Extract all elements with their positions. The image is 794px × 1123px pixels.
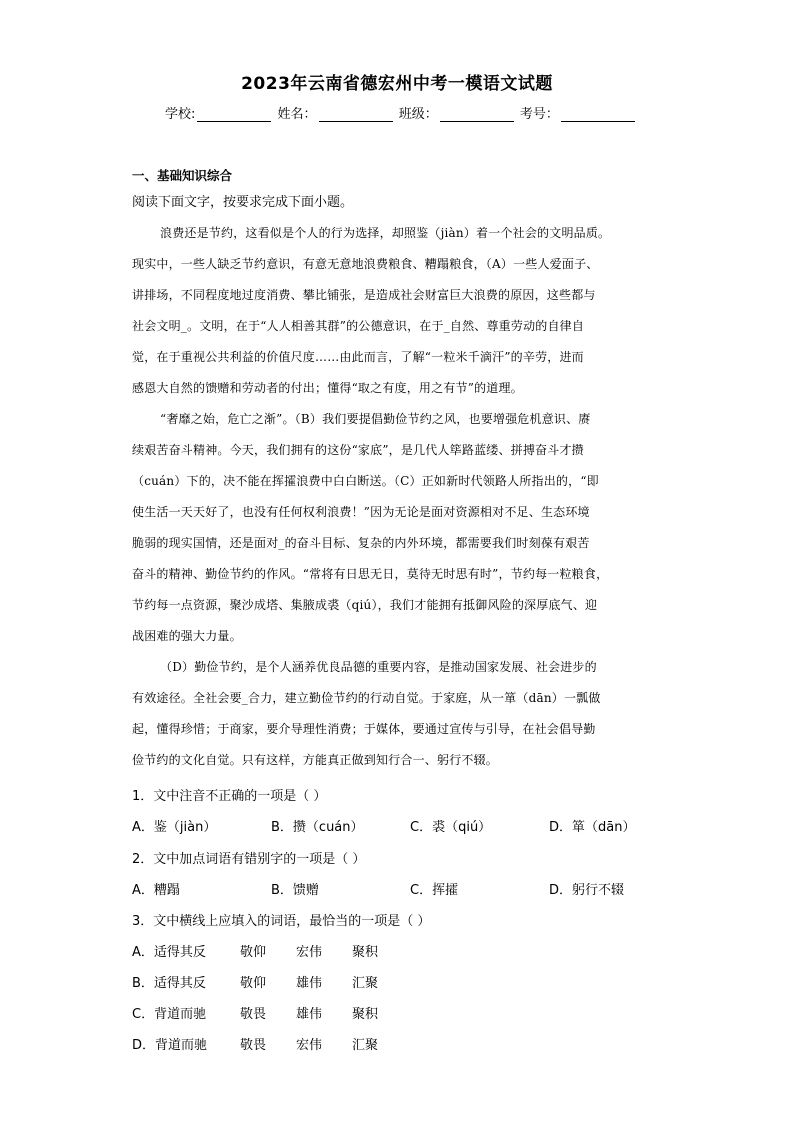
passage-line: 俭节约的文化自觉。只有这样，方能真正做到知行合一、躬行不辍。 [132, 753, 499, 767]
option-word: 聚积 [352, 945, 379, 960]
option-word: 敬畏 [240, 1038, 267, 1053]
school-blank[interactable] [197, 107, 271, 122]
option-word: 宏伟 [296, 1038, 323, 1053]
passage-line: “奢靡之始，危亡之渐”。（B）我们要提倡勤俭节约之风，也要增强危机意识、赓 [160, 412, 591, 426]
option-c[interactable]: C．裘（qiú） [410, 820, 492, 835]
passage-line: 觉，在于重视公共利益的价值尺度……由此而言，了解“一粒米千滴汗”的辛劳，进而 [132, 350, 584, 364]
page-title: 2023年云南省德宏州中考一模语文试题 [241, 74, 553, 94]
option-word: 敬仰 [240, 976, 267, 991]
option-word: 雄伟 [296, 1007, 323, 1022]
question-3-stem: 3．文中横线上应填入的词语，最恰当的一项是（ ） [132, 914, 431, 929]
passage-line: 有效途径。全社会要_合力，建立勤俭节约的行动自觉。于家庭，从一箪（dān）一瓢做 [132, 691, 601, 705]
section-heading: 一、基础知识综合 [132, 168, 233, 183]
option-c[interactable]: C．挥攉 [410, 883, 459, 898]
student-info-line [165, 103, 637, 122]
option-d[interactable]: D．躬行不辍 [549, 883, 625, 898]
option-word: C．背道而驰 [132, 1007, 207, 1022]
passage-line: 使生活一天天好了，也没有任何权利浪费！”因为无论是面对资源相对不足、生态环境 [132, 505, 590, 519]
question-2-stem: 2．文中加点词语有错别字的一项是（ ） [132, 852, 366, 867]
passage-line: 续艰苦奋斗精神。今天，我们拥有的这份“家底”，是几代人筚路蓝缕、拼搏奋斗才攒 [132, 443, 584, 457]
school-label: 学校: [165, 107, 196, 122]
option-a[interactable]: A．糟蹋 [132, 883, 180, 898]
passage-line: 浪费还是节约，这看似是个人的行为选择，却照鉴（jiàn）着一个社会的文明品质。 [160, 226, 611, 240]
passage-line: 战困难的强大力量。 [132, 629, 242, 643]
passage-line: 脆弱的现实国情，还是面对_的奋斗目标、复杂的内外环境，都需要我们时刻葆有艰苦 [132, 536, 590, 550]
passage-line: 奋斗的精神、勤俭节约的作风。“常将有日思无日，莫待无时思有时”，节约每一粒粮食， [132, 567, 609, 581]
reading-passage [132, 218, 672, 776]
name-label: 姓名： [277, 107, 317, 122]
option-word: 聚积 [352, 1007, 379, 1022]
passage-line: 起，懂得珍惜；于商家，要介导理性消费；于媒体，要通过宣传与引导，在社会倡导勤 [132, 722, 596, 736]
option-word: 雄伟 [296, 976, 323, 991]
option-word: B．适得其反 [132, 976, 206, 991]
passage-line: 现实中，一些人缺乏节约意识，有意无意地浪费粮食、糟蹋粮食，（A）一些人爱面子、 [132, 257, 599, 271]
option-word: D．背道而驰 [132, 1038, 208, 1053]
passage-line: 感恩大自然的馈赠和劳动者的付出；懂得“取之有度，用之有节”的道理。 [132, 381, 523, 395]
option-word: A．适得其反 [132, 945, 206, 960]
passage-line: 讲排场，不同程度地过度消费、攀比铺张，是造成社会财富巨大浪费的原因，这些都与 [132, 288, 596, 302]
name-blank[interactable] [319, 107, 393, 122]
exam-no-label: 考号： [519, 107, 559, 122]
instruction: 阅读下面文字，按要求完成下面小题。 [132, 195, 354, 210]
option-b[interactable]: B．馈赠 [271, 883, 319, 898]
passage-line: 社会文明_。文明，在于“人人相善其群”的公德意识，在于_自然、尊重劳动的自律自 [132, 319, 585, 333]
option-word: 敬仰 [240, 945, 267, 960]
exam-no-blank[interactable] [561, 107, 635, 122]
class-label: 班级： [398, 107, 438, 122]
option-a[interactable]: A．鉴（jiàn） [132, 820, 217, 835]
passage-line: （cuán）下的，决不能在挥攉浪费中白白断送。（C）正如新时代领路人所指出的，“即 [132, 474, 599, 488]
option-word: 宏伟 [296, 945, 323, 960]
class-blank[interactable] [440, 107, 514, 122]
option-b[interactable]: B．攒（cuán） [271, 820, 364, 835]
option-word: 汇聚 [352, 1038, 379, 1053]
option-d[interactable]: D．箪（dān） [549, 820, 636, 835]
option-word: 汇聚 [352, 976, 379, 991]
passage-line: 节约每一点资源，聚沙成塔、集腋成裘（qiú），我们才能拥有抵御风险的深厚底气、迎 [132, 598, 598, 612]
option-word: 敬畏 [240, 1007, 267, 1022]
passage-line: （D）勤俭节约，是个人涵养优良品德的重要内容，是推动国家发展、社会进步的 [160, 660, 597, 674]
question-1-stem: 1．文中注音不正确的一项是（ ） [132, 789, 327, 804]
